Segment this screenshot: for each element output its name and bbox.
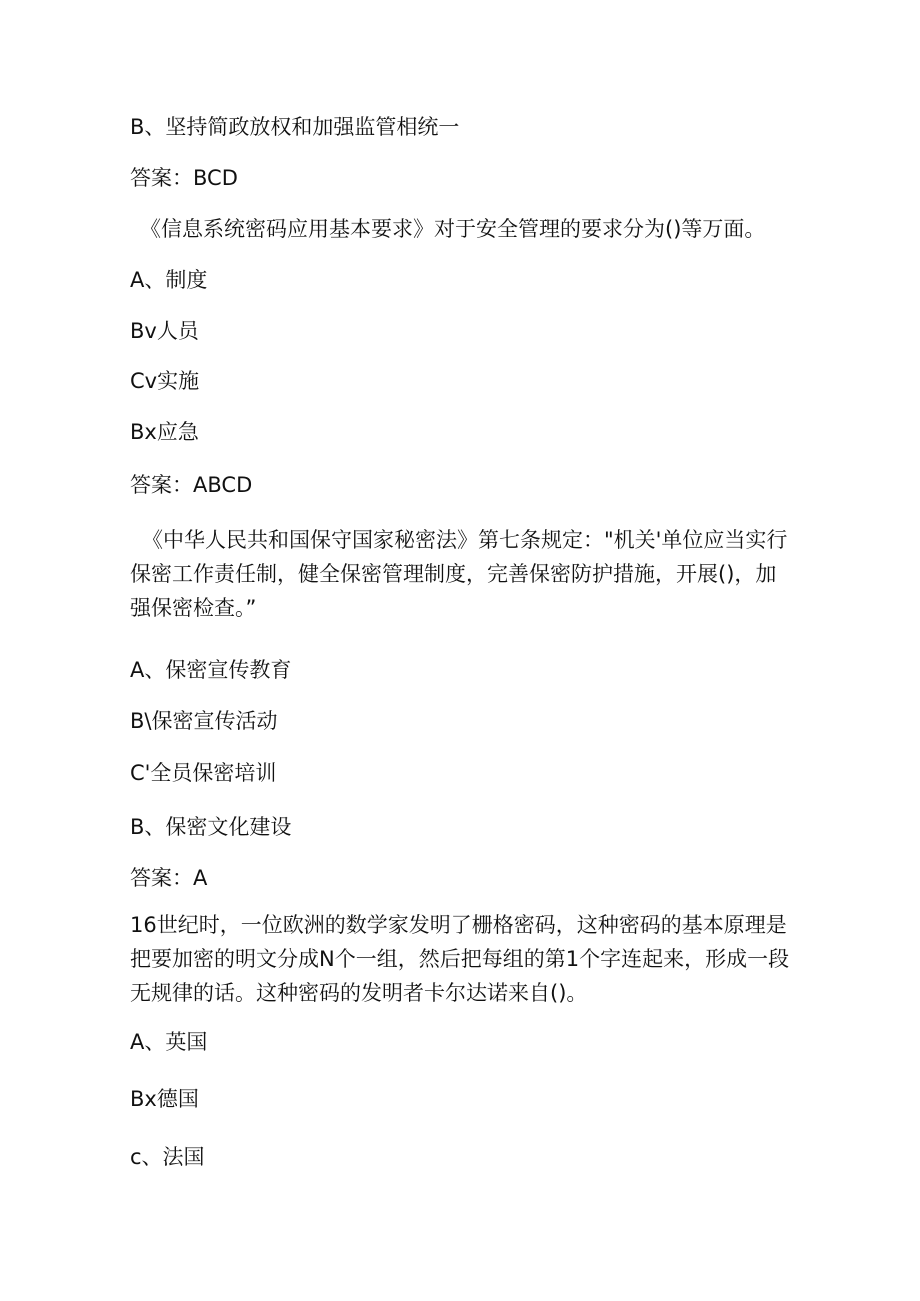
option-line: c、法国 xyxy=(130,1145,205,1169)
option-line: Bx德国 xyxy=(130,1087,199,1111)
option-line: Bx应急 xyxy=(130,420,199,444)
question-paragraph: 《中华人民共和国保守国家秘密法》第七条规定："机关'单位应当实行保密工作责任制，健全保密管理制度，完善保密防护措施，开展()，加强保密检查。” xyxy=(130,528,788,620)
question-line: 《信息系统密码应用基本要求》对于安全管理的要求分为()等万面。 xyxy=(140,217,766,241)
option-line: Bv人员 xyxy=(130,319,199,343)
answer-line: 答案：A xyxy=(130,866,208,890)
answer-line: 答案：ABCD xyxy=(130,473,253,497)
option-line: B、坚持简政放权和加强监管相统一 xyxy=(130,115,460,139)
option-line: A、制度 xyxy=(130,268,208,292)
option-line: A、英国 xyxy=(130,1030,208,1054)
option-line: Cv实施 xyxy=(130,369,200,393)
option-line: C'全员保密培训 xyxy=(130,761,277,785)
option-line: B、保密文化建设 xyxy=(130,815,292,839)
question-paragraph: 16世纪时，一位欧洲的数学家发明了栅格密码，这种密码的基本原理是把要加密的明文分成N个一组，然后把每组的第1个字连起来，形成一段无规律的话。这种密码的发明者卡尔达诺来自()。 xyxy=(130,913,790,1005)
option-line: B\保密宣传活动 xyxy=(130,709,278,733)
option-line: A、保密宣传教育 xyxy=(130,658,292,682)
answer-line: 答案：BCD xyxy=(130,166,238,190)
